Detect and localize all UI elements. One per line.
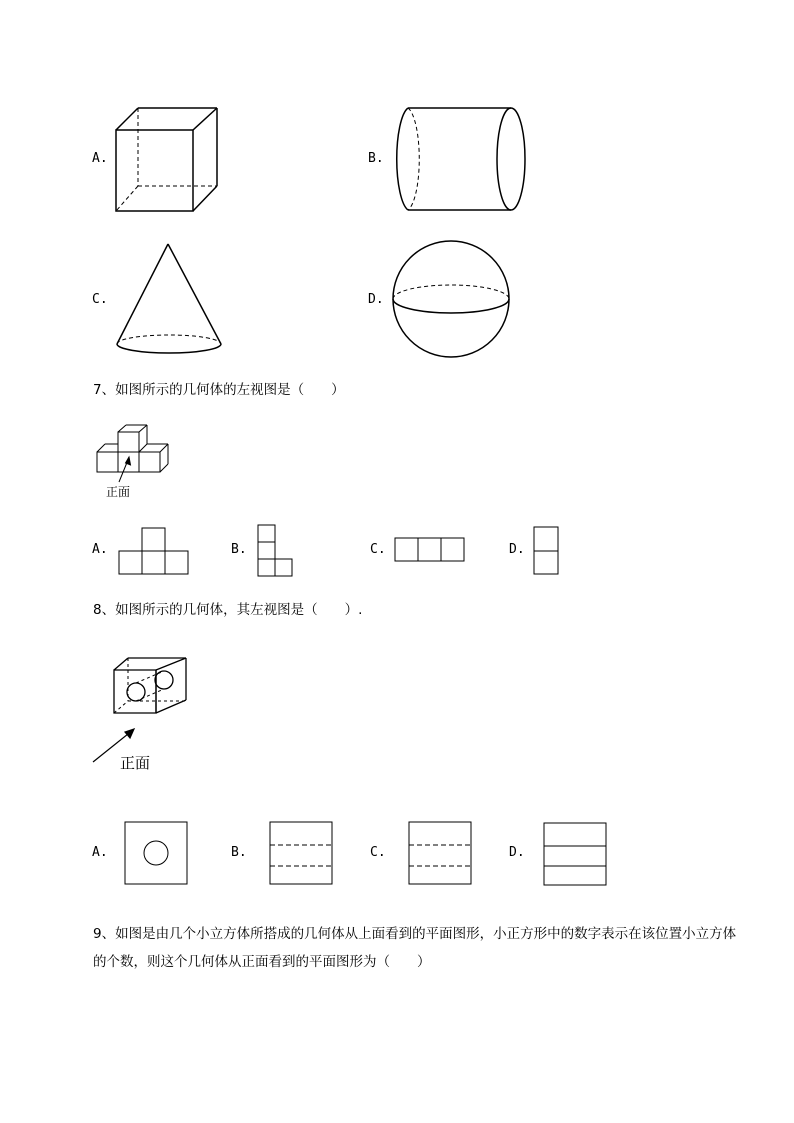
q8-figure-caption: 正面 [120, 754, 151, 772]
q8-option-a-label: A. [92, 845, 108, 860]
q8-option-d-view [543, 822, 609, 888]
q7-option-a-label: A. [92, 542, 108, 557]
q7-option-c-view [394, 536, 469, 564]
q7-option-b-label: B. [231, 542, 247, 557]
q7-option-d-view [533, 525, 563, 577]
q7-question-text: 7、如图所示的几何体的左视图是（ ） [93, 382, 345, 398]
q7-option-d-label: D. [509, 542, 525, 557]
cube-figure [110, 102, 225, 217]
q7-option-b-view [257, 523, 297, 579]
q7-option-a-view [118, 525, 193, 577]
q7-figure-caption: 正面 [106, 485, 131, 499]
q6-option-a-label: A. [92, 151, 108, 166]
q7-option-c-label: C. [370, 542, 386, 557]
q8-option-a-view [124, 821, 190, 887]
q8-question-text: 8、如图所示的几何体，其左视图是（ ）. [93, 602, 363, 618]
q8-option-d-label: D. [509, 845, 525, 860]
sphere-figure [388, 238, 513, 363]
q8-option-b-view [269, 821, 335, 887]
q9-question-text: 9、如图是由几个小立方体所搭成的几何体从上面看到的平面图形，小正方形中的数字表示在该位置小立方体的个数，则这个几何体从正面看到的平面图形为（ ） [93, 926, 737, 970]
q7-cubes-figure [95, 424, 175, 484]
q8-option-c-label: C. [370, 845, 386, 860]
q8-option-b-label: B. [231, 845, 247, 860]
cylinder-figure [390, 102, 530, 217]
cone-figure [112, 240, 227, 360]
q8-option-c-view [408, 821, 474, 887]
q6-option-d-label: D. [368, 292, 384, 307]
q6-option-c-label: C. [92, 292, 108, 307]
q6-option-b-label: B. [368, 151, 384, 166]
